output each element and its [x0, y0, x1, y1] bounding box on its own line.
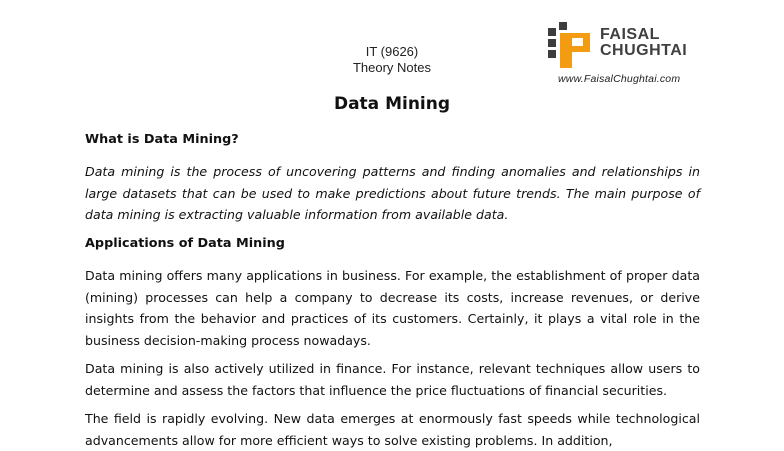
section-heading-applications: Applications of Data Mining: [85, 236, 285, 251]
paragraph-finance: Data mining is also actively utilized in finance. For instance, relevant techniques allow users to determine and assess the factors that influence the price fluctuations of financial securities.: [85, 361, 700, 398]
logo-name-line1: FAISAL: [600, 26, 660, 43]
logo-name-line2: CHUGHTAI: [600, 42, 688, 59]
paragraph-evolving: The field is rapidly evolving. New data emerges at enormously fast speeds while technological advancements allow for more efficient ways to solve existing problems. In addition,: [85, 411, 700, 448]
logo-name: [600, 27, 687, 59]
logo-mark-icon: [548, 22, 594, 70]
paragraph-definition: Data mining is the process of uncovering patterns and finding anomalies and relationships in large datasets that can be used to make predictions about future trends. The main purpose of data mining is extracting valuable information from available data.: [85, 164, 700, 222]
course-code: IT (9626): [365, 44, 419, 59]
course-header: [292, 44, 492, 76]
logo-website: www.FaisalChughtai.com: [558, 73, 681, 85]
section-heading-what-is: What is Data Mining?: [85, 132, 239, 147]
document-title: Data Mining: [333, 94, 451, 114]
faisal-chughtai-logo: [548, 22, 698, 86]
paragraph-business: Data mining offers many applications in business. For example, the establishment of proper data (mining) processes can help a company to decrease its costs, increase revenues, or derive insights from the behavior and practices of its customers. Certainly, it plays a vital role in the business decision-making process nowadays.: [85, 268, 700, 348]
notes-type: Theory Notes: [352, 60, 432, 75]
